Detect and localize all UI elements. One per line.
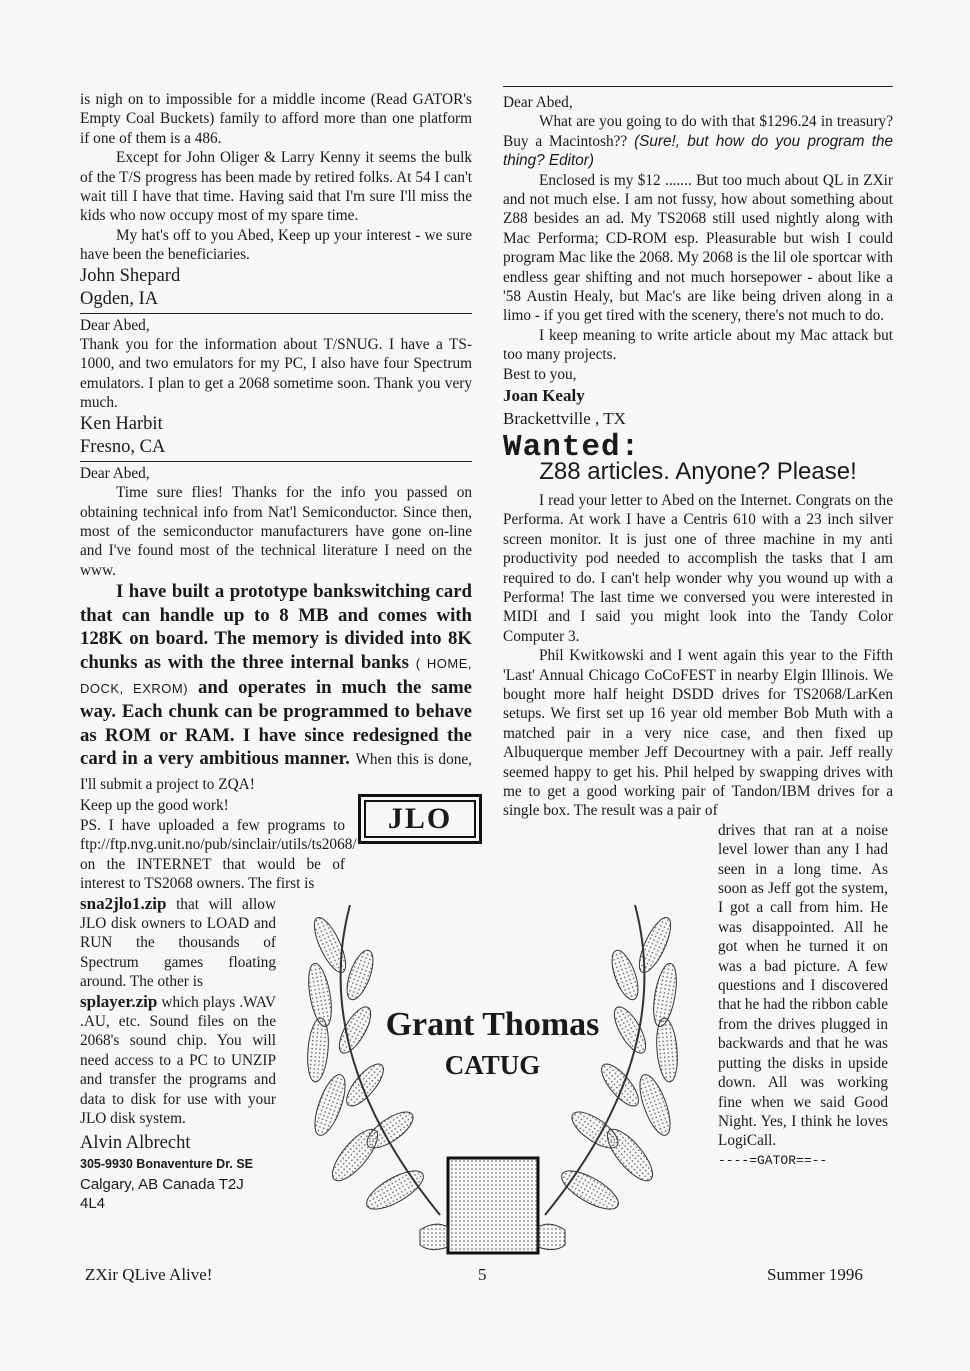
letter3-large-text-1: I have built a prototype bankswitching card that can handle up to 8 MB and comes with 128K on board. The memory is divided into 8K chunks as with the three internal banks xyxy=(80,581,472,673)
signature-place: Ogden, IA xyxy=(80,288,159,309)
right-paragraph-4: I read your letter to Abed on the Internet. Congrats on the Performa. At work I have a Centris 610 with a 23 inch silver screen monitor. It is just one of three machine in my anti productivity pod needed to accomplish the tasks that I am required to do. I can't help wonder why you wound up with a Performa! The last time we conversed you were interested in MIDI and I said you might look into the Tandy Color Computer 3. xyxy=(503,491,893,645)
award-text xyxy=(290,1005,695,1085)
wanted-subheading: Z88 articles. Anyone? Please! xyxy=(539,457,857,485)
right-paragraph-5: Phil Kwitkowski and I went again this year to the Fifth 'Last' Annual Chicago CoCoFEST in nearby Elgin Illinois. We bought more half height DSDD drives for TS2068/LarKen setups. We first set up 16 year old member Bob Muth with a matched pair in a very nice case, and then fixed up Albuquerque member Jeff Decourtney with a pair. Jeff really seemed happy to get his. Phil helped by swapping drives with me to get a good working pair of Tandon/IBM drives for a single box. The result was a pair of xyxy=(503,647,893,820)
signature-name: Joan Kealy xyxy=(503,386,585,406)
address-line-2: Calgary, AB Canada T2J xyxy=(80,1175,244,1193)
right-closing: Best to you, xyxy=(503,365,577,383)
signature-name: Ken Harbit xyxy=(80,413,163,434)
signature-place: Brackettville , TX xyxy=(503,409,626,429)
signature-name: John Shepard xyxy=(80,265,181,286)
address-line-1: 305-9930 Bonaventure Dr. SE xyxy=(80,1157,253,1172)
right-p1-text: What are you going to do with that $1296.24 in treasury? Buy a Macintosh?? xyxy=(503,113,893,150)
right-paragraph-1 xyxy=(503,112,893,170)
signature-name: Alvin Albrecht xyxy=(80,1133,191,1154)
right-narrow-block xyxy=(718,821,888,1170)
letter2-salutation: Dear Abed, xyxy=(80,316,150,334)
award-name: Grant Thomas xyxy=(385,1006,600,1043)
right-paragraph-3: I keep meaning to write article about my Mac attack but too many projects. xyxy=(503,326,893,364)
page-number: 5 xyxy=(478,1265,487,1284)
letter3-salutation: Dear Abed, xyxy=(80,464,150,482)
letter1-paragraph-2: Except for John Oliger & Larry Kenny it seems the bulk of the T/S progress has been made by retired folks. At 54 I can't wait till I have that time. Having said that I'm sure I'll miss the kids who now occupy most of my spare time. xyxy=(80,149,472,225)
footer-issue: Summer 1996 xyxy=(767,1265,863,1284)
jlo-logo: JLO xyxy=(358,794,482,844)
letter2-body: Thank you for the information about T/SNUG. I have a TS-1000, and two emulators for my PC, I also have four Spectrum emulators. I plan to get a 2068 sometime soon. Thank you very much. xyxy=(80,336,472,412)
letter3-banks: ( HOME, DOCK, EXROM) xyxy=(80,655,472,696)
file2-name: splayer.zip xyxy=(80,991,158,1011)
divider-rule xyxy=(80,313,472,314)
right-paragraph-5-cont: drives that ran at a noise level lower than any I had seen in a long time. As soon as Jeff got the system, I got a call from him. He was disappointed. All he got when he turned it on was a bad picture. A few questions and I discovered that he had the ribbon cable from the drives plugged in backwards and that he was putting the disks in upside down. All was working fine when we said Good Night. Yes, I think he loves LogiCall. xyxy=(718,821,888,1150)
footer-publication: ZXir QLive Alive! xyxy=(85,1265,213,1284)
letter3-large-paragraph xyxy=(80,580,472,796)
letter3-large-text-2: and operates in much the same way. Each chunk can be programmed to behave as ROM or RAM. I have since redesigned the card in a very ambitious manner. xyxy=(80,676,472,770)
divider-rule xyxy=(503,86,893,87)
file2-desc: which plays .WAV .AU, etc. Sound files on the 2068's sound chip. You will need access to a PC to UNZIP and transfer the programs and data to disk for use with your JLO disk system. xyxy=(80,993,277,1127)
signature-place: Fresno, CA xyxy=(80,436,166,457)
award-org: CATUG xyxy=(444,1050,541,1080)
wanted-heading: Wanted: xyxy=(503,430,641,466)
letter3-tail: When this is done, I'll submit a project to ZQA! xyxy=(80,751,472,793)
address-line-3: 4L4 xyxy=(80,1195,106,1213)
right-salutation: Dear Abed, xyxy=(503,94,573,111)
right-paragraph-2: Enclosed is my $12 ....... But too much about QL in ZXir and not much else. I am not fussy, how about something about Z88 besides an ad. My TS2068 still used nightly along with Mac Performa; CD-ROM esp. Pleasurable but wish I could program Mac like the 2068. My 2068 is the lil ole sportcar with endless gear shifting and not much horsepower - about like a '58 Austin Healy, but Mac's are like being driven along in a limo - if you get tired with the scenery, there's not much to do. xyxy=(503,171,893,325)
letter3-paragraph-1: Time sure flies! Thanks for the info you passed on obtaining technical info from Nat'l Semiconductor. Since then, most of the semiconductor manufacturers have gone on-line and I've found most of the technical literature I need on the www. xyxy=(80,484,472,579)
divider-rule xyxy=(80,461,472,462)
file1-name: sna2jlo1.zip xyxy=(80,893,167,913)
letter3-ps: PS. I have uploaded a few programs to ftp://ftp.nvg.unit.no/pub/sinclair/utils/ts2068/ on the INTERNET that would be of interest to TS2068 owners. The first is xyxy=(80,816,357,893)
file1-desc: that will allow JLO disk owners to LOAD and RUN the thousands of Spectrum games floating around. The other is xyxy=(80,895,277,991)
letter1-paragraph-3: My hat's off to you Abed, Keep up your interest - we sure have been the beneficiaries. xyxy=(80,226,472,264)
letter1-paragraph-1: is nigh on to impossible for a middle income (Read GATOR's Empty Coal Buckets) family to afford more than one platform if one of them is a 486. xyxy=(80,91,472,147)
editor-reply: (Sure!, but how do you program the thing? Editor) xyxy=(503,132,893,170)
file-notes xyxy=(80,894,276,1214)
gator-signature: ----=GATOR==-- xyxy=(718,1152,828,1168)
letter3-keep: Keep up the good work! xyxy=(80,797,229,815)
